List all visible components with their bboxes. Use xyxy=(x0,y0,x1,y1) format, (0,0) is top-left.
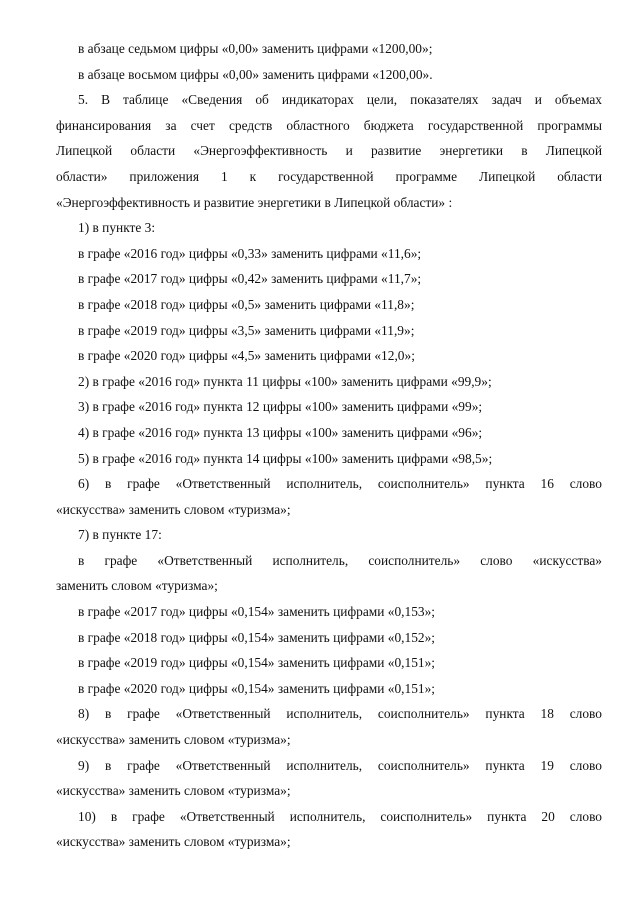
text-line: в графе «2020 год» цифры «4,5» заменить цифрами «12,0»; xyxy=(78,348,415,364)
text-line: «искусства» заменить словом «туризма»; xyxy=(56,501,291,517)
text-line: в графе «2017 год» цифры «0,154» заменить цифрами «0,153»; xyxy=(78,604,435,620)
text-line: в абзаце восьмом цифры «0,00» заменить цифрами «1200,00». xyxy=(78,66,433,82)
text-line: «искусства» заменить словом «туризма»; xyxy=(56,834,291,850)
text-line: области» приложения 1 к государственной программе Липецкой области xyxy=(56,168,602,184)
text-line: «Энергоэффективность и развитие энергетики в Липецкой области» : xyxy=(56,194,453,210)
text-line: 2) в графе «2016 год» пункта 11 цифры «100» заменить цифрами «99,9»; xyxy=(78,373,492,389)
text-line: в абзаце седьмом цифры «0,00» заменить цифрами «1200,00»; xyxy=(78,41,433,56)
text-line: 5. В таблице «Сведения об индикаторах цели, показателях задач и объемах xyxy=(78,92,602,108)
text-line: в графе «2019 год» цифры «0,154» заменить цифрами «0,151»; xyxy=(78,655,435,671)
text-line: заменить словом «туризма»; xyxy=(56,578,218,594)
text-line: в графе «2016 год» цифры «0,33» заменить цифрами «11,6»; xyxy=(78,245,422,261)
text-line: 7) в пункте 17: xyxy=(78,527,162,543)
text-line: в графе «Ответственный исполнитель, соисполнитель» слово «искусства» xyxy=(78,552,602,568)
text-line: «искусства» заменить словом «туризма»; xyxy=(56,783,291,799)
text-line: 1) в пункте 3: xyxy=(78,220,156,236)
text-line: 3) в графе «2016 год» пункта 12 цифры «100» заменить цифрами «99»; xyxy=(78,399,483,415)
text-line: в графе «2019 год» цифры «3,5» заменить цифрами «11,9»; xyxy=(78,322,415,338)
text-line: в графе «2017 год» цифры «0,42» заменить цифрами «11,7»; xyxy=(78,271,422,287)
document-page xyxy=(56,36,602,855)
text-line: «искусства» заменить словом «туризма»; xyxy=(56,732,291,748)
text-line: в графе «2018 год» цифры «0,154» заменить цифрами «0,152»; xyxy=(78,629,435,645)
text-line: в графе «2018 год» цифры «0,5» заменить цифрами «11,8»; xyxy=(78,296,415,312)
text-line: финансирования за счет средств областного бюджета государственной программы xyxy=(56,117,602,133)
text-line: 10) в графе «Ответственный исполнитель, соисполнитель» пункта 20 слово xyxy=(78,808,602,824)
text-line: в графе «2020 год» цифры «0,154» заменить цифрами «0,151»; xyxy=(78,680,435,696)
text-line: 9) в графе «Ответственный исполнитель, соисполнитель» пункта 19 слово xyxy=(78,757,602,773)
text-line: 4) в графе «2016 год» пункта 13 цифры «100» заменить цифрами «96»; xyxy=(78,424,483,440)
text-line: Липецкой области «Энергоэффективность и развитие энергетики в Липецкой xyxy=(56,143,602,159)
text-line: 8) в графе «Ответственный исполнитель, соисполнитель» пункта 18 слово xyxy=(78,706,602,722)
text-line: 5) в графе «2016 год» пункта 14 цифры «100» заменить цифрами «98,5»; xyxy=(78,450,493,466)
text-line: 6) в графе «Ответственный исполнитель, соисполнитель» пункта 16 слово xyxy=(78,476,602,492)
